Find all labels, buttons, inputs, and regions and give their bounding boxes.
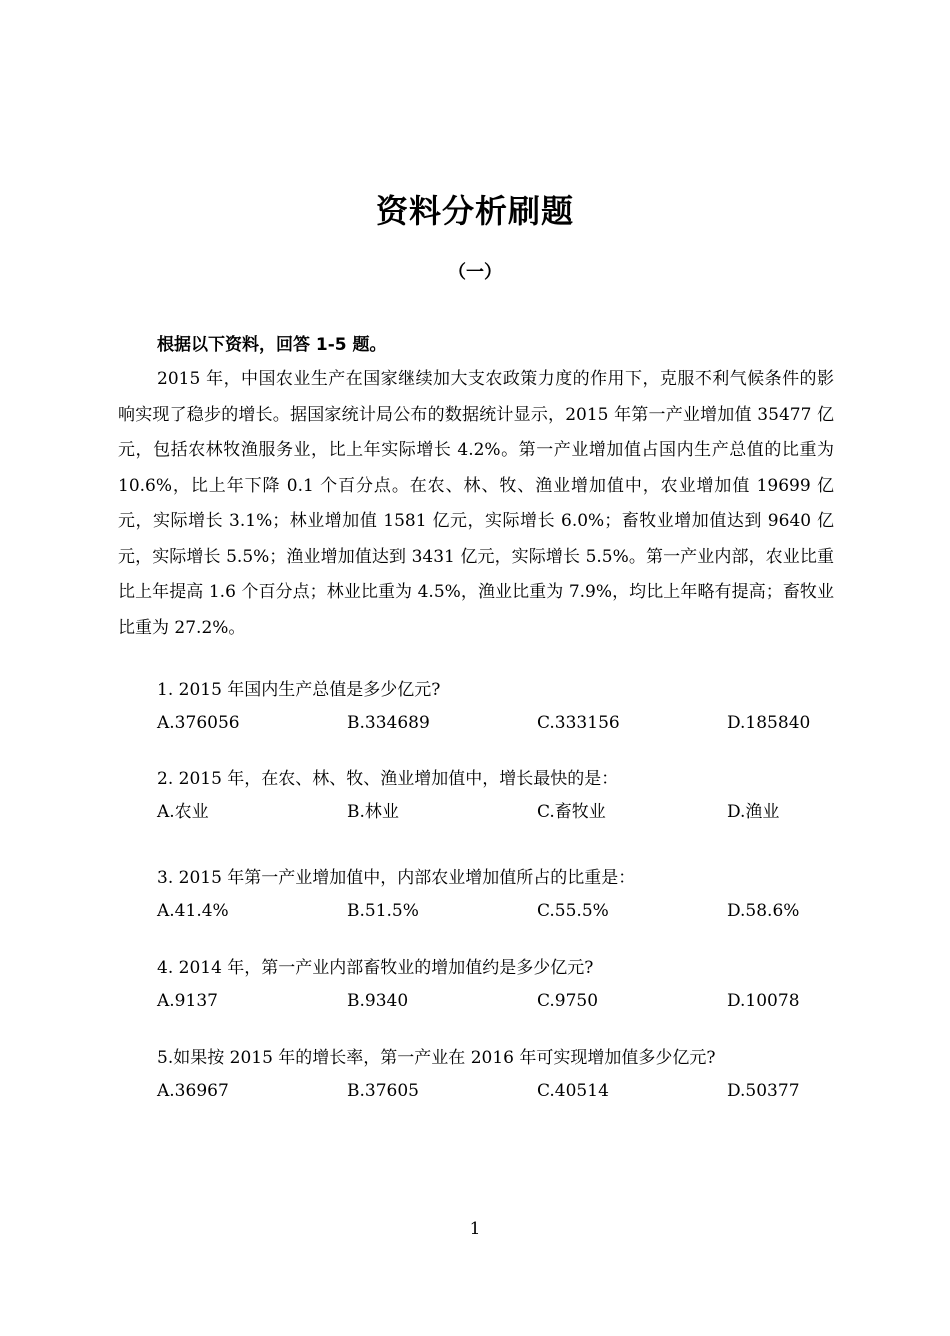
question-1 [157, 678, 857, 735]
material-instruction: 根据以下资料，回答 1-5 题。 [157, 335, 387, 355]
question-4 [157, 956, 857, 1013]
answer-options [157, 711, 857, 735]
option-a[interactable]: A.376056 [157, 713, 240, 733]
section-subtitle: （一） [448, 262, 502, 283]
option-d[interactable]: D.185840 [727, 713, 811, 733]
option-c[interactable]: C.40514 [537, 1081, 609, 1101]
option-a[interactable]: A.农业 [157, 802, 209, 822]
option-b[interactable]: B.9340 [347, 991, 409, 1011]
answer-options [157, 800, 857, 824]
question-stem: 3. 2015 年第一产业增加值中，内部农业增加值所占的比重是： [157, 868, 636, 888]
option-a[interactable]: A.9137 [157, 991, 218, 1011]
option-c[interactable]: C.333156 [537, 713, 620, 733]
option-c[interactable]: C.畜牧业 [537, 802, 606, 822]
question-stem: 5.如果按 2015 年的增长率，第一产业在 2016 年可实现增加值多少亿元? [157, 1048, 716, 1068]
question-stem: 2. 2015 年，在农、林、牧、渔业增加值中，增长最快的是： [157, 769, 619, 789]
option-c[interactable]: C.55.5% [537, 901, 609, 921]
question-stem: 1. 2015 年国内生产总值是多少亿元? [157, 680, 441, 700]
answer-options [157, 989, 857, 1013]
option-b[interactable]: B.林业 [347, 802, 399, 822]
option-d[interactable]: D.10078 [727, 991, 800, 1011]
option-d[interactable]: D.50377 [727, 1081, 800, 1101]
page-title: 资料分析刷题 [375, 192, 574, 230]
option-c[interactable]: C.9750 [537, 991, 599, 1011]
question-2 [157, 767, 857, 824]
answer-options [157, 899, 857, 923]
option-d[interactable]: D.渔业 [727, 802, 780, 822]
material-passage: 2015 年，中国农业生产在国家继续加大支农政策力度的作用下，克服不利气候条件的影响实现了稳步的增长。据国家统计局公布的数据统计显示，2015 年第一产业增加值 35477 亿元，包括农林牧渔服务业，比上年实际增长 4.2%。第一产业增加值占国内生产总值的比重为 10.6%，比上年下降 0.1 个百分点。在农、林、牧、渔业增加值中，农业增加值 19699 亿元，实际增长 3.1%；林业增加值 1581 亿元，实际增长 6.0%；畜牧业增加值达到 9640 亿元，实际增长 5.5%；渔业增加值达到 3431 亿元，实际增长 5.5%。第一产业内部，农业比重比上年提高 1.6 个百分点；林业比重为 4.5%，渔业比重为 7.9%，均比上年略有提高；畜牧业比重为 27.2%。 [118, 369, 834, 638]
option-a[interactable]: A.36967 [157, 1081, 229, 1101]
option-d[interactable]: D.58.6% [727, 901, 800, 921]
question-stem: 4. 2014 年，第一产业内部畜牧业的增加值约是多少亿元? [157, 958, 594, 978]
question-5 [157, 1046, 857, 1103]
page-number: 1 [469, 1219, 481, 1239]
option-b[interactable]: B.334689 [347, 713, 430, 733]
question-3 [157, 866, 857, 923]
answer-options [157, 1079, 857, 1103]
option-a[interactable]: A.41.4% [157, 901, 229, 921]
option-b[interactable]: B.51.5% [347, 901, 419, 921]
option-b[interactable]: B.37605 [347, 1081, 419, 1101]
